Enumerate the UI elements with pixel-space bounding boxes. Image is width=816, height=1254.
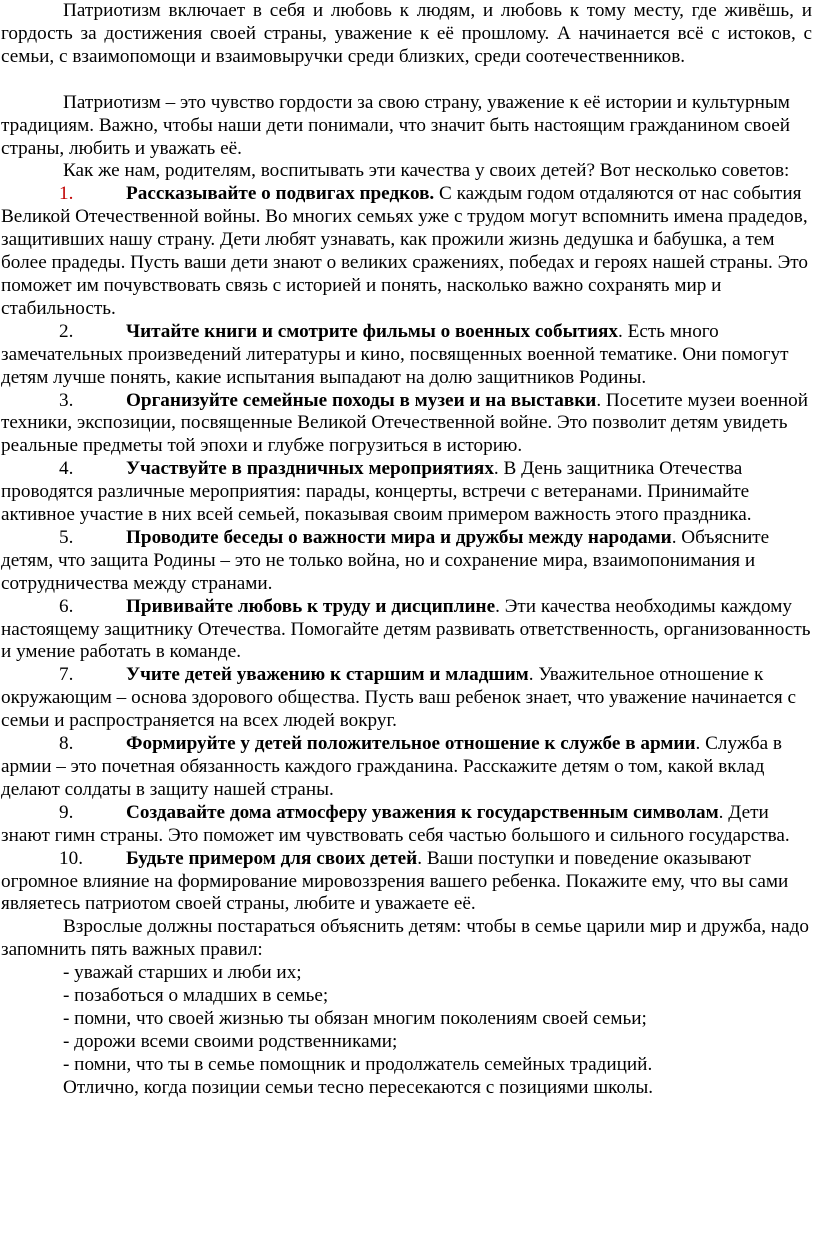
tip-text: . Уважительное отношение к окружающим – основа здорового общества. Пусть ваш ребенок знает, что уважение начинается с семьи и распространяется на всех людей вокруг. [1,664,796,732]
tip-item-6 [1,596,812,665]
tip-number: 9. [59,801,74,823]
tip-number: 7. [59,664,74,686]
tip-title: Формируйте у детей положительное отношение к службе в армии [126,733,696,755]
tip-item-10 [1,848,812,917]
closing-paragraph: Отлично, когда позиции семьи тесно пересекаются с позициями школы. [63,1076,654,1098]
tip-item-4 [1,458,812,527]
intro-paragraph-2: Патриотизм – это чувство гордости за свою страну, уважение к её истории и культурным традициям. Важно, чтобы наши дети понимали, что значит быть настоящим гражданином своей страны, любить и уважать её. [1,91,791,159]
intro-paragraph-1: Патриотизм включает в себя и любовь к людям, и любовь к тому месту, где живёшь, и гордость за достижения своей страны, уважение к её прошлому. А начинается всё с истоков, с семьи, с взаимопомощи и взаимовыручки среди близких, среди соотечественников. [1,0,812,67]
rule-item: - дорожи всеми своими родственниками; [63,1030,398,1052]
tip-text: . Эти качества необходимы каждому настоящему защитнику Отечества. Помогайте детям развивать ответственность, организованность и умение работать в команде. [1,595,811,663]
tip-title: Учите детей уважению к старшим и младшим [126,664,529,686]
tip-number: 1. [59,183,74,205]
tip-title: Участвуйте в праздничных мероприятиях [126,458,494,480]
intro-paragraph-3: Как же нам, родителям, воспитывать эти качества у своих детей? Вот несколько советов: [63,160,790,182]
tip-item-9 [1,802,812,848]
tip-title: Проводите беседы о важности мира и дружбы между народами [126,526,672,548]
tip-number: 8. [59,733,74,755]
tip-title: Создавайте дома атмосферу уважения к государственным символам [126,801,719,823]
tip-text: . Объясните детям, что защита Родины – это не только война, но и сохранение мира, взаимопонимания и сотрудничества между странами. [1,526,770,594]
tip-item-8 [1,733,812,802]
tip-number: 3. [59,389,74,411]
tip-text: . Служба в армии – это почетная обязанность каждого гражданина. Расскажите детям о том, какой вклад делают солдаты в защиту нашей страны. [1,733,782,800]
tip-title: Рассказывайте о подвигах предков. [126,183,435,205]
tip-text: . Дети знают гимн страны. Это поможет им чувствовать себя частью большого и сильного государства. [1,801,790,846]
tip-text: . В День защитника Отечества проводятся различные мероприятия: парады, концерты, встречи с ветеранами. Принимайте активное участие в них всей семьей, показывая своим примером важность этого праздника. [1,458,752,526]
tip-text: . Есть много замечательных произведений литературы и кино, посвященных военной тематике. Они помогут детям лучше понять, какие испытания выпадают на долю защитников Родины. [1,320,789,388]
tip-item-1 [1,183,812,320]
tip-title: Читайте книги и смотрите фильмы о военных событиях [126,320,619,342]
tip-item-7 [1,664,812,733]
tip-title: Прививайте любовь к труду и дисциплине [126,595,496,617]
rule-item: - помни, что ты в семье помощник и продолжатель семейных традиций. [63,1053,653,1075]
tip-number: 5. [59,526,74,548]
tip-title: Организуйте семейные походы в музеи и на выставки [126,389,597,411]
tip-number: 10. [59,847,83,869]
tip-text: . Посетите музеи военной техники, экспозиции, посвященные Великой Отечественной войне. Это позволит детям увидеть реальные предметы той эпохи и глубже погрузиться в историю. [1,389,809,457]
tip-number: 4. [59,458,74,480]
outro-lead-paragraph: Взрослые должны постараться объяснить детям: чтобы в семье царили мир и дружба, надо запомнить пять важных правил: [1,916,809,961]
tip-item-3 [1,390,812,459]
rule-item: - уважай старших и люби их; [63,962,302,984]
tip-number: 2. [59,320,74,342]
rule-item: - позаботься о младших в семье; [63,985,329,1007]
tip-text: . Ваши поступки и поведение оказывают огромное влияние на формирование мировоззрения вашего ребенка. Покажите ему, что вы сами являетесь патриотом своей страны, любите и уважаете её. [1,847,789,915]
paragraph-spacer [1,69,812,92]
tip-item-5 [1,527,812,596]
tip-item-2 [1,321,812,390]
tip-title: Будьте примером для своих детей [126,847,418,869]
rule-item: - помни, что своей жизнью ты обязан многим поколениям своей семьи; [63,1007,647,1029]
tip-text: С каждым годом отдаляются от нас события Великой Отечественной войны. Во многих семьях уже с трудом могут вспомнить имена прадедов, защитивших нашу страну. Дети любят узнавать, как прожили жизнь дедушка и бабушка, а тем более прадеды. Пусть ваши дети знают о великих сражениях, победах и героях нашей страны. Это поможет им почувствовать связь с историей и понять, насколько важно сохранять мир и стабильность. [1,183,809,319]
tip-number: 6. [59,595,74,617]
